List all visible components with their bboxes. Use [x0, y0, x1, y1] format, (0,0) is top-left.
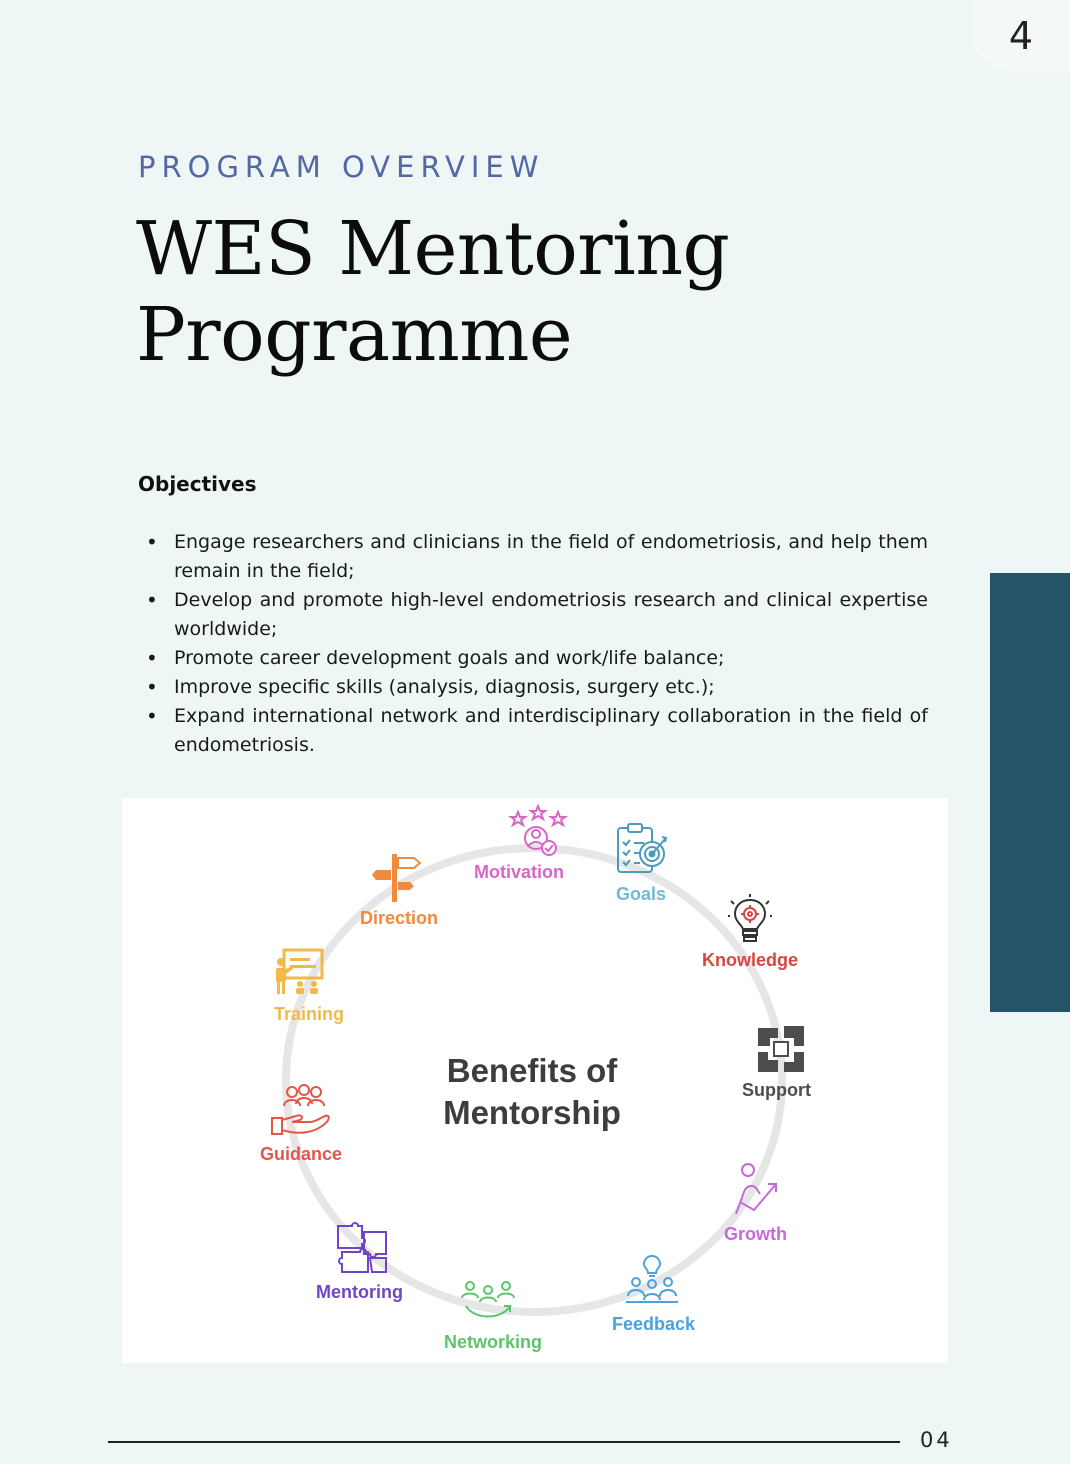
objective-item: • Improve specific skills (analysis, diagnosis, surgery etc.); [138, 673, 928, 702]
puzzle-pieces-icon [334, 1220, 390, 1276]
page-tab [972, 0, 1070, 72]
node-goals [610, 822, 710, 908]
node-training [270, 948, 370, 1030]
node-label-motivation: Motivation [474, 862, 564, 882]
objectives-heading: Objectives [138, 472, 257, 496]
node-label-support: Support [742, 1080, 811, 1100]
objective-item: • Develop and promote high-level endometriosis research and clinical expertise worldwide; [138, 586, 928, 644]
signpost-icon [372, 852, 422, 904]
node-label-networking: Networking [444, 1332, 543, 1352]
node-label-mentoring: Mentoring [316, 1282, 403, 1302]
node-motivation [470, 804, 610, 886]
center-title-line-1: Benefits of [446, 1052, 618, 1089]
objective-item: • Engage researchers and clinicians in the field of endometriosis, and help them remain in the field; [138, 528, 928, 586]
lightbulb-gear-icon [728, 894, 772, 946]
node-networking [438, 1276, 548, 1360]
clipboard-target-icon [614, 822, 670, 878]
node-growth [718, 1162, 818, 1246]
section-eyebrow: PROGRAM OVERVIEW [138, 150, 545, 184]
node-knowledge [698, 894, 818, 974]
node-guidance [256, 1084, 356, 1168]
benefits-diagram [122, 798, 948, 1363]
page-title [136, 206, 729, 378]
side-accent-bar [990, 573, 1070, 1012]
node-label-guidance: Guidance [260, 1144, 343, 1164]
objectives-list [138, 528, 928, 760]
node-direction [356, 852, 466, 934]
objective-item: • Expand international network and interdisciplinary collaboration in the field of endometriosis. [138, 702, 928, 760]
people-network-icon [460, 1276, 516, 1326]
node-label-training: Training [274, 1004, 345, 1024]
page-title-line-2: Programme [136, 292, 573, 378]
node-label-direction: Direction [360, 908, 439, 928]
node-support [738, 1024, 838, 1104]
node-label-knowledge: Knowledge [702, 950, 799, 970]
hand-group-icon [270, 1084, 332, 1138]
node-mentoring [312, 1220, 422, 1306]
objective-item: • Promote career development goals and work/life balance; [138, 644, 928, 673]
node-label-feedback: Feedback [612, 1314, 696, 1334]
footer-divider [108, 1441, 900, 1443]
node-feedback [608, 1254, 718, 1338]
page-title-line-1: WES Mentoring [136, 206, 730, 292]
center-title-line-2: Mentorship [443, 1094, 621, 1131]
person-arrow-up-icon [730, 1162, 780, 1218]
group-idea-icon [624, 1254, 680, 1306]
stars-person-check-icon [508, 804, 568, 860]
footer-page-number: 04 [920, 1428, 953, 1452]
page-tab-number: 4 [1008, 14, 1034, 58]
node-label-growth: Growth [724, 1224, 787, 1244]
hands-together-icon [756, 1024, 806, 1074]
node-label-goals: Goals [616, 884, 667, 904]
presentation-board-icon [274, 948, 326, 998]
diagram-center-title [392, 1050, 672, 1134]
